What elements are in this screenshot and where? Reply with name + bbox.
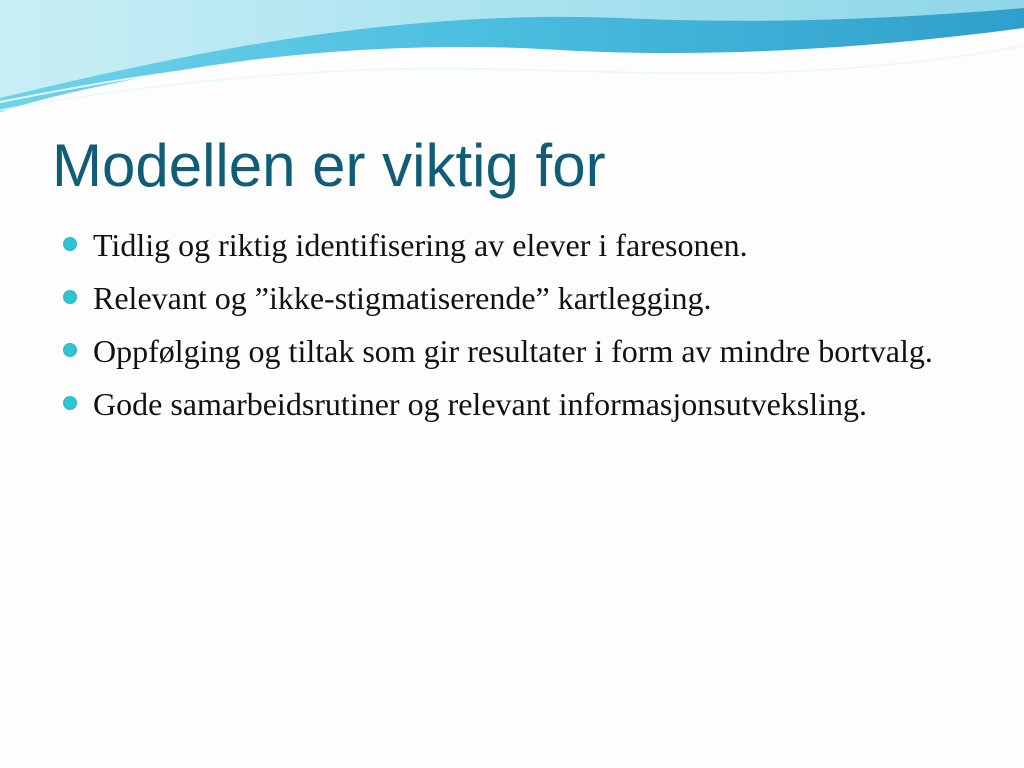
- bullet-item: [62, 328, 962, 374]
- bullet-icon: [63, 290, 77, 304]
- bullet-text: Relevant og ”ikke-stigmatiserende” kartlegging.: [93, 280, 712, 316]
- bullet-icon: [63, 396, 77, 410]
- wave-header-decoration: [0, 0, 1024, 130]
- bullet-item: [62, 275, 962, 321]
- bullet-icon: [63, 343, 77, 357]
- bullet-item: [62, 381, 962, 427]
- bullet-icon: [63, 237, 77, 251]
- bullet-item: [62, 222, 962, 268]
- bullet-text: Gode samarbeidsrutiner og relevant informasjonsutveksling.: [93, 386, 868, 422]
- bullet-text: Oppfølging og tiltak som gir resultater i form av mindre bortvalg.: [93, 333, 933, 369]
- bullet-list: [62, 222, 962, 434]
- bullet-text: Tidlig og riktig identifisering av elever i faresonen.: [93, 227, 748, 263]
- slide-title: Modellen er viktig for: [52, 132, 606, 199]
